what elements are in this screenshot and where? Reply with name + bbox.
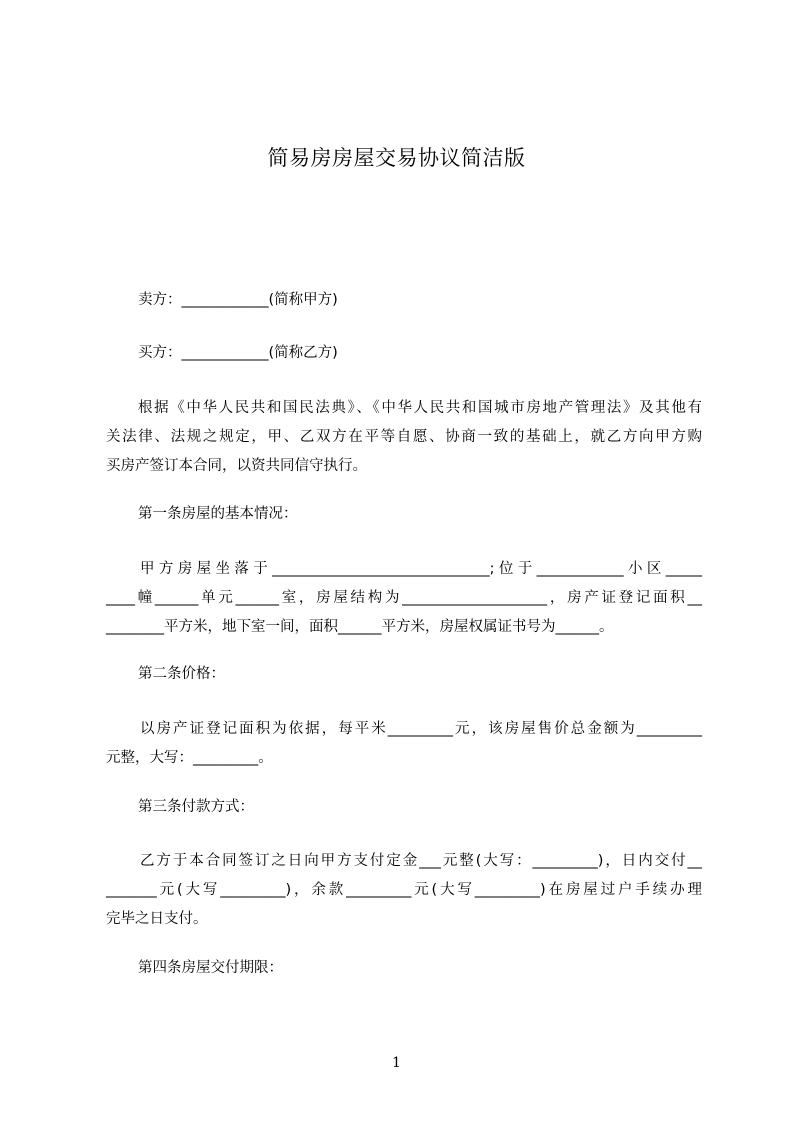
article4-heading	[106, 954, 702, 983]
article4-heading-text: 第四条房屋交付期限：	[138, 960, 283, 976]
article3-heading	[106, 793, 702, 822]
preamble-paragraph	[106, 394, 702, 481]
article2-line: 以房产证登记面积为依据，每平米_________元，该房屋售价总金额为_________	[140, 721, 702, 737]
article1-paragraph	[106, 555, 702, 642]
article1-heading	[106, 500, 702, 529]
article2-line: 元整，大写：_________。	[106, 750, 273, 766]
seller-text: 卖方：____________(简称甲方)	[138, 292, 338, 308]
buyer-line	[106, 339, 702, 368]
article2-heading	[106, 660, 702, 689]
article2-heading-text: 第二条价格：	[138, 666, 225, 682]
buyer-text: 买方：____________(简称乙方)	[138, 345, 338, 361]
article1-heading-text: 第一条房屋的基本情况：	[138, 506, 298, 522]
article1-line: 甲方房屋坐落于______________________________;位于____________小区_____	[140, 561, 702, 577]
article1-line: ________平方米，地下室一间，面积______平方米，房屋权属证书号为______。	[106, 619, 614, 635]
article2-paragraph	[106, 715, 702, 773]
article3-heading-text: 第三条付款方式：	[138, 799, 254, 815]
article3-paragraph	[106, 847, 702, 934]
preamble-line: 买房产签订本合同，以资共同信守执行。	[106, 458, 367, 474]
page-number: 1	[392, 1055, 401, 1071]
seller-line	[106, 286, 702, 315]
article3-line: 乙方于本合同签订之日向甲方支付定金___元整(大写：_________)，日内交付__	[140, 853, 702, 869]
preamble-line: 关法律、法规之规定，甲、乙双方在平等自愿、协商一致的基础上，就乙方向甲方购	[106, 429, 702, 445]
article1-line: ____幢______单元______室，房屋结构为____________________，房产证登记面积__	[106, 590, 702, 606]
document-title: 简易房房屋交易协议简洁版	[267, 146, 526, 170]
article3-line: 完毕之日支付。	[106, 911, 208, 927]
article3-line: _______元(大写_________)，余款_________元(大写_________)在房屋过户手续办理	[106, 882, 702, 898]
preamble-line: 根据《中华人民共和国民法典》、《中华人民共和国城市房地产管理法》及其他有	[138, 400, 702, 416]
